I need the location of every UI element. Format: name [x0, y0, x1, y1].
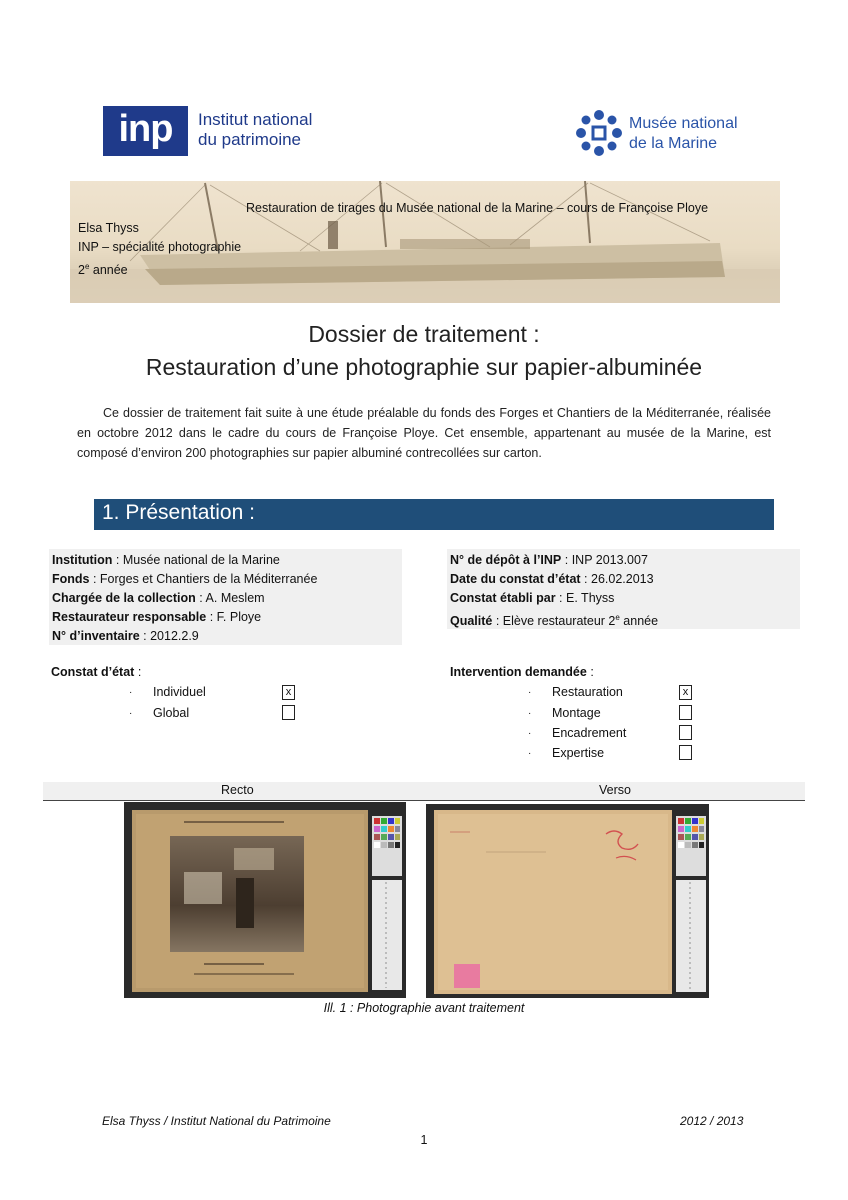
verso-label: Verso	[599, 783, 631, 797]
intro-paragraph: Ce dossier de traitement fait suite à une étude préalable du fonds des Forges et Chantiers de la Méditerranée, réalisée en octobre 2012 dans le cadre du cours de Françoise Ploye. Cet ensemble, appartenant au musée de la Marine, est composé d’environ 200 photographies sur papier albuminé contrecollées sur carton.	[77, 406, 771, 460]
info-row: Fonds : Forges et Chantiers de la Méditerranée	[52, 572, 318, 586]
checkbox-expertise[interactable]	[679, 745, 692, 760]
bullet: ·	[528, 708, 532, 719]
intervention-label: Intervention demandée :	[450, 665, 594, 679]
info-row: Chargée de la collection : A. Meslem	[52, 591, 265, 605]
info-row: Date du constat d’état : 26.02.2013	[450, 572, 654, 586]
author-block	[78, 219, 241, 280]
option-restauration-label: Restauration	[552, 685, 623, 699]
option-montage-label: Montage	[552, 706, 601, 720]
header-banner	[70, 181, 780, 303]
info-row: N° d’inventaire : 2012.2.9	[52, 629, 199, 643]
musee-marine-text: Musée national de la Marine	[629, 115, 738, 152]
bullet: ·	[528, 748, 532, 759]
inp-logo-text: Institut national du patrimoine	[198, 110, 313, 149]
recto-label: Recto	[221, 783, 254, 797]
figure-header	[43, 782, 805, 801]
verso-photo	[426, 804, 709, 998]
option-individuel-label: Individuel	[153, 685, 206, 699]
info-box-left	[49, 549, 402, 645]
page-number: 1	[420, 1133, 428, 1147]
info-row: N° de dépôt à l’INP : INP 2013.007	[450, 553, 648, 567]
option-expertise-label: Expertise	[552, 746, 605, 760]
checkbox-montage[interactable]	[679, 705, 692, 720]
figure-caption: Ill. 1 : Photographie avant traitement	[323, 1001, 525, 1015]
option-global-label: Global	[153, 706, 190, 720]
author-year: 2e année	[78, 262, 128, 278]
info-box-right	[447, 549, 800, 629]
checkbox-encadrement[interactable]	[679, 725, 692, 740]
option-encadrement-label: Encadrement	[552, 726, 627, 740]
recto-photo	[124, 802, 406, 998]
bullet: ·	[129, 708, 133, 719]
info-row: Restaurateur responsable : F. Ploye	[52, 610, 262, 624]
footer-author: Elsa Thyss / Institut National du Patrimoine	[102, 1114, 331, 1128]
inp-logo	[103, 106, 343, 158]
document-title: Dossier de traitement : Restauration d’une photographie sur papier-albuminée	[145, 321, 703, 380]
musee-marine-logo	[574, 108, 774, 158]
bullet: ·	[528, 728, 532, 739]
info-row: Institution : Musée national de la Marine	[52, 553, 280, 567]
inp-logo-mark: inp	[103, 106, 188, 156]
author-name: Elsa Thyss	[78, 221, 139, 235]
bullet: ·	[129, 687, 133, 698]
footer-year: 2012 / 2013	[680, 1114, 744, 1128]
star-emblem-icon	[574, 108, 624, 158]
author-speciality: INP – spécialité photographie	[78, 240, 242, 254]
checkbox-global[interactable]	[282, 705, 295, 720]
course-title: Restauration de tirages du Musée national de la Marine – cours de Françoise Ploye	[246, 201, 709, 215]
info-row: Constat établi par : E. Thyss	[450, 591, 615, 605]
section-heading-presentation: 1. Présentation :	[94, 499, 774, 530]
checkbox-individuel[interactable]: x	[282, 685, 295, 700]
bullet: ·	[528, 687, 532, 698]
info-row: Qualité : Elève restaurateur 2e année	[450, 613, 659, 629]
constat-label: Constat d’état :	[51, 665, 142, 679]
checkbox-restauration[interactable]: x	[679, 685, 692, 700]
